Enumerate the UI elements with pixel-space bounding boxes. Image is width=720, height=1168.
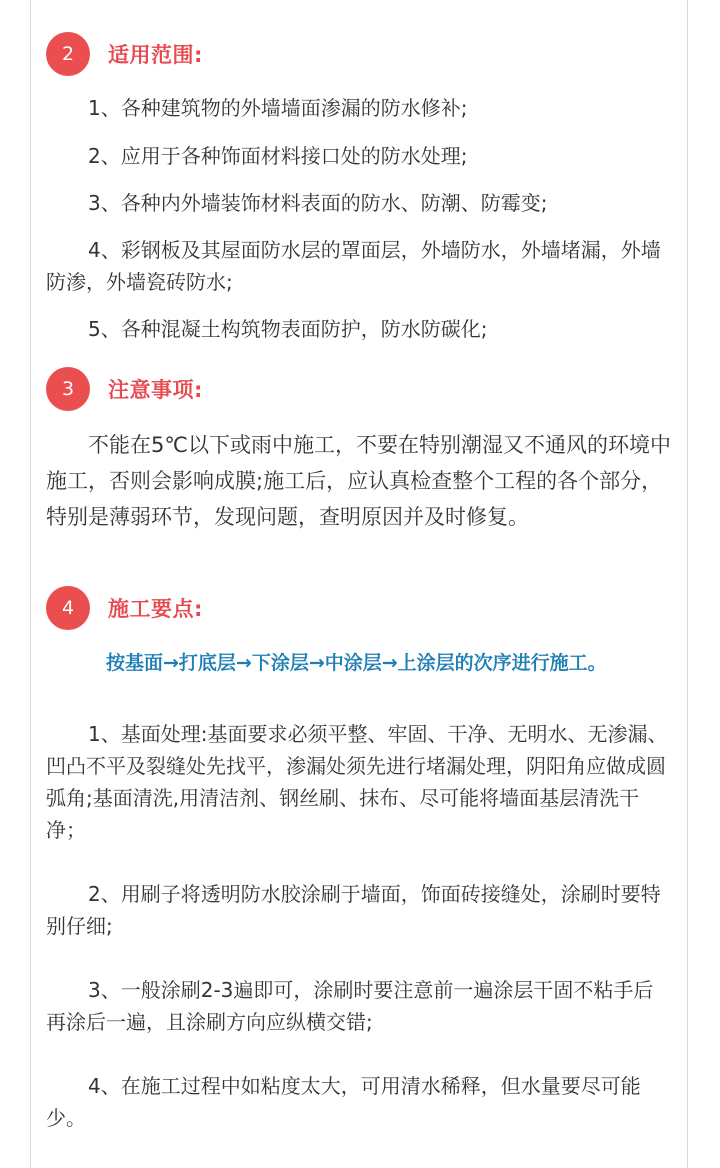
section-number-badge: 2 — [46, 32, 90, 76]
section-header-notes — [46, 367, 203, 411]
section-title: 适用范围: — [108, 43, 203, 67]
notes-paragraph: 不能在5℃以下或雨中施工，不要在特别潮湿又不通风的环境中施工，否则会影响成膜;施工后，应认真检查整个工程的各个部分，特别是薄弱环节，发现问题，查明原因并及时修复。 — [46, 433, 671, 529]
section-number-badge: 3 — [46, 367, 90, 411]
list-item: 1、各种建筑物的外墙墙面渗漏的防水修补; — [88, 96, 468, 120]
list-item: 4、彩钢板及其屋面防水层的罩面层，外墙防水，外墙堵漏，外墙防渗，外墙瓷砖防水; — [46, 238, 661, 294]
list-item: 3、一般涂刷2-3遍即可，涂刷时要注意前一遍涂层干固不粘手后再涂后一遍，且涂刷方向应纵横交错; — [46, 978, 654, 1034]
section-header-construction — [46, 586, 203, 630]
list-item: 1、基面处理:基面要求必须平整、牢固、干净、无明水、无渗漏、凹凸不平及裂缝处先找平，渗漏处须先进行堵漏处理，阴阳角应做成圆弧角;基面清洗,用清洁剂、钢丝刷、抹布、尽可能将墙面基层清洗干净； — [46, 722, 668, 842]
construction-sequence: 按基面→打底层→下涂层→中涂层→上涂层的次序进行施工。 — [106, 652, 607, 674]
list-item: 3、各种内外墙装饰材料表面的防水、防潮、防霉变; — [88, 191, 548, 215]
section-title: 施工要点: — [108, 597, 203, 621]
list-item: 2、应用于各种饰面材料接口处的防水处理; — [88, 144, 468, 168]
list-item: 4、在施工过程中如粘度太大，可用清水稀释，但水量要尽可能少。 — [46, 1074, 641, 1130]
section-number-badge: 4 — [46, 586, 90, 630]
section-header-scope — [46, 32, 203, 76]
list-item: 5、各种混凝土构筑物表面防护，防水防碳化; — [88, 317, 488, 341]
list-item: 2、用刷子将透明防水胶涂刷于墙面，饰面砖接缝处，涂刷时要特别仔细; — [46, 882, 661, 938]
section-title: 注意事项: — [108, 378, 203, 402]
